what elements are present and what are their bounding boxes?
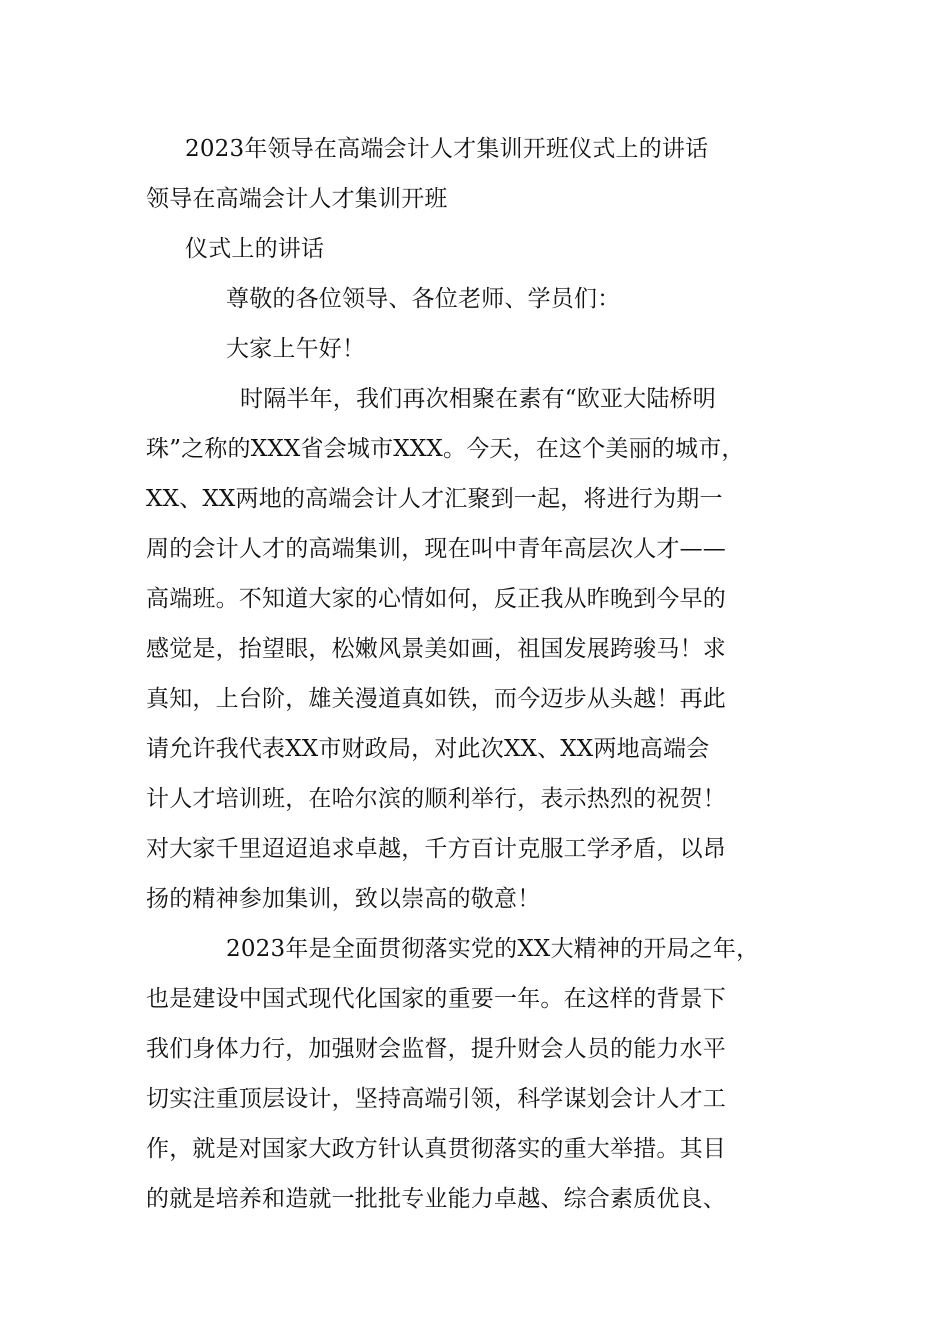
paragraph-1-line: 感觉是，抬望眼，松嫩风景美如画，祖国发展跨骏马！求 xyxy=(146,636,726,662)
paragraph-2-line: 我们身体力行，加强财会监督，提升财会人员的能力水平 xyxy=(146,1036,726,1062)
paragraph-1-line: 扬的精神参加集训，致以崇高的敬意！ xyxy=(146,886,541,912)
paragraph-1-line: 周的会计人才的高端集训，现在叫中青年高层次人才—— xyxy=(146,536,726,562)
paragraph-2-line: 切实注重顶层设计，坚持高端引领，科学谋划会计人才工 xyxy=(146,1086,726,1112)
paragraph-1-line: 时隔半年，我们再次相聚在素有“欧亚大陆桥明 xyxy=(240,386,716,412)
paragraph-2-line: 作，就是对国家大政方针认真贯彻落实的重大举措。其目 xyxy=(146,1136,726,1162)
paragraph-1-line: 请允许我代表XX市财政局，对此次XX、XX两地高端会 xyxy=(146,736,710,762)
document-subtitle-line-2: 仪式上的讲话 xyxy=(185,236,325,262)
paragraph-1-line: 计人才培训班，在哈尔滨的顺利举行，表示热烈的祝贺！ xyxy=(146,786,726,812)
paragraph-1-line: 珠”之称的XXX省会城市XXX。今天，在这个美丽的城市， xyxy=(146,436,745,462)
greeting: 大家上午好！ xyxy=(226,336,366,362)
paragraph-1-line: XX、XX两地的高端会计人才汇聚到一起，将进行为期一 xyxy=(146,486,723,512)
paragraph-1-line: 真知，上台阶，雄关漫道真如铁，而今迈步从头越！再此 xyxy=(146,686,726,712)
paragraph-1-line: 对大家千里迢迢追求卓越，千方百计克服工学矛盾，以昂 xyxy=(146,836,726,862)
document-subtitle-line-1: 领导在高端会计人才集训开班 xyxy=(146,186,448,212)
paragraph-2-line: 的就是培养和造就一批批专业能力卓越、综合素质优良、 xyxy=(146,1186,726,1212)
paragraph-2-line: 也是建设中国式现代化国家的重要一年。在这样的背景下 xyxy=(146,986,726,1012)
paragraph-2-line: 2023年是全面贯彻落实党的XX大精神的开局之年， xyxy=(226,936,760,962)
paragraph-1-line: 高端班。不知道大家的心情如何，反正我从昨晚到今早的 xyxy=(146,586,726,612)
document-title: 2023年领导在高端会计人才集训开班仪式上的讲话 xyxy=(185,136,709,162)
salutation: 尊敬的各位领导、各位老师、学员们： xyxy=(226,286,621,312)
